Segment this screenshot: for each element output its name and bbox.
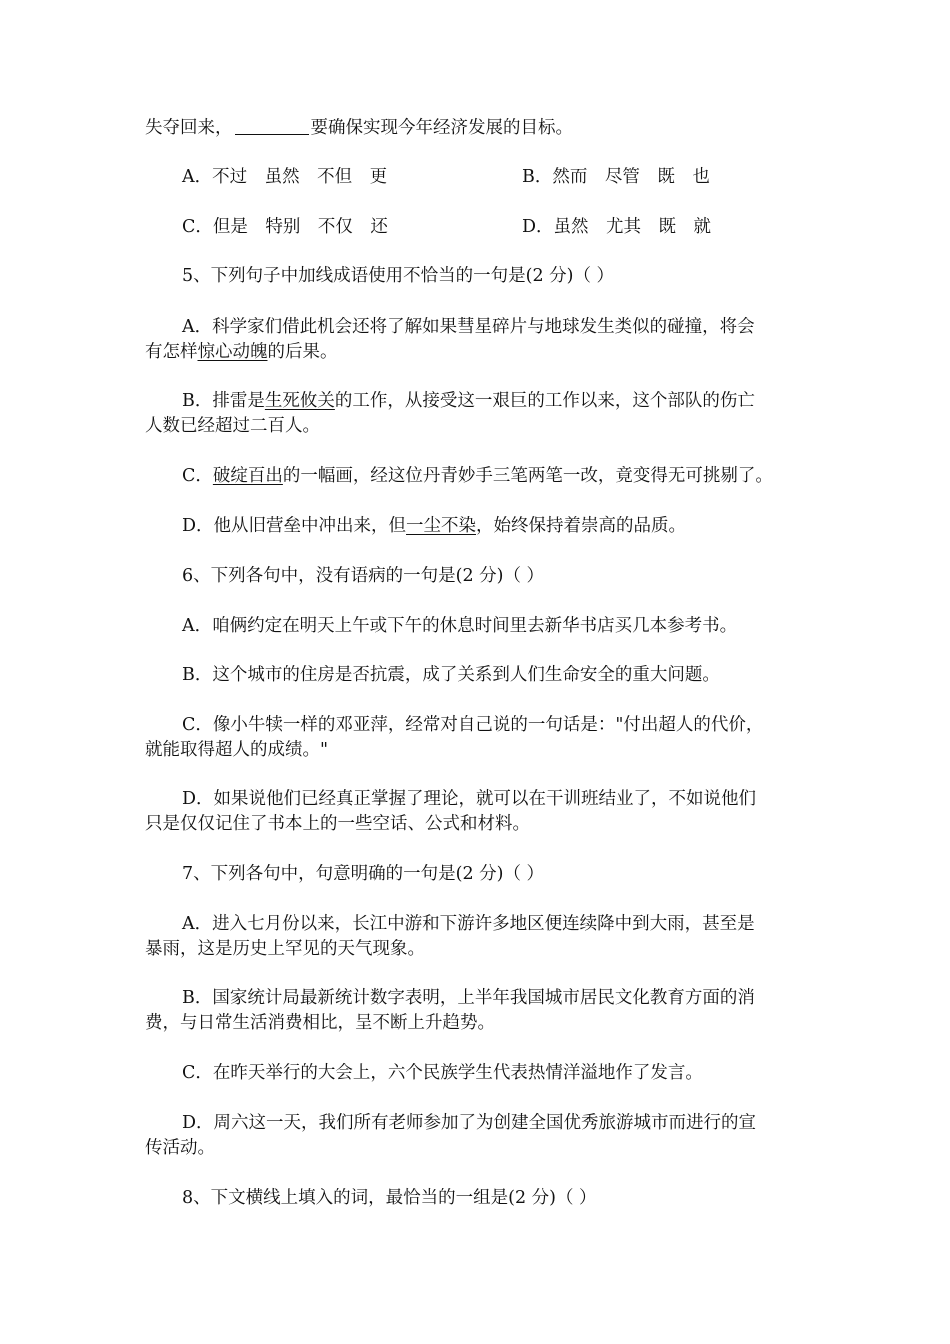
q6-option-d-line1: D．如果说他们已经真正掌握了理论，就可以在干训班结业了，不如说他们 [182, 789, 757, 809]
q4-text-after: 要确保实现今年经济发展的目标。 [310, 118, 573, 138]
q5-option-d: D．他从旧营垒中冲出来，但一尘不染，始终保持着崇高的品质。 [182, 516, 687, 536]
q4-stem-tail [145, 116, 573, 140]
q7-option-b-line2: 费，与日常生活消费相比，呈不断上升趋势。 [145, 1013, 495, 1033]
q5-option-a-line1: A．科学家们借此机会还将了解如果彗星碎片与地球发生类似的碰撞，将会 [182, 317, 755, 337]
q6-option-b: B．这个城市的住房是否抗震，成了关系到人们生命安全的重大问题。 [182, 665, 720, 685]
fill-blank [235, 116, 309, 135]
q8-stem: 8、下文横线上填入的词，最恰当的一组是(2 分)（ ） [182, 1188, 597, 1208]
q5-option-c: C．破绽百出的一幅画，经这位丹青妙手三笔两笔一改，竟变得无可挑剔了。 [182, 466, 773, 486]
q7-option-c: C．在昨天举行的大会上，六个民族学生代表热情洋溢地作了发言。 [182, 1063, 703, 1083]
q7-option-d-line1: D．周六这一天，我们所有老师参加了为创建全国优秀旅游城市而进行的宣 [182, 1113, 757, 1133]
underlined-idiom: 破绽百出 [212, 466, 283, 486]
q4-option-c: C．但是 特别 不仅 还 [182, 217, 388, 237]
q6-option-c-line1: C．像小牛犊一样的邓亚萍，经常对自己说的一句话是："付出超人的代价， [182, 715, 764, 735]
underlined-idiom: 惊心动魄 [197, 342, 268, 362]
q7-option-b-line1: B．国家统计局最新统计数字表明，上半年我国城市居民文化教育方面的消 [182, 988, 755, 1008]
q6-option-c-line2: 就能取得超人的成绩。" [145, 740, 329, 760]
q4-option-a: A．不过 虽然 不但 更 [182, 167, 388, 187]
q6-option-d-line2: 只是仅仅记住了书本上的一些空话、公式和材料。 [145, 814, 530, 834]
q6-option-a: A．咱俩约定在明天上午或下午的休息时间里去新华书店买几本参考书。 [182, 616, 738, 636]
q6-stem: 6、下列各句中，没有语病的一句是(2 分)（ ） [182, 566, 545, 586]
q7-option-a-line1: A．进入七月份以来，长江中游和下游许多地区便连续降中到大雨，甚至是 [182, 914, 755, 934]
q7-option-a-line2: 暴雨，这是历史上罕见的天气现象。 [145, 939, 425, 959]
q4-option-d: D．虽然 尤其 既 就 [522, 217, 712, 237]
q4-text-before: 失夺回来， [145, 118, 233, 138]
q7-option-d-line2: 传活动。 [145, 1138, 215, 1158]
q7-stem: 7、下列各句中，句意明确的一句是(2 分)（ ） [182, 864, 545, 884]
q5-option-b-line1: B．排雷是生死攸关的工作，从接受这一艰巨的工作以来，这个部队的伤亡 [182, 391, 755, 411]
q5-option-a-line2: 有怎样惊心动魄的后果。 [145, 342, 338, 362]
underlined-idiom: 生死攸关 [264, 391, 335, 411]
q5-option-b-line2: 人数已经超过二百人。 [145, 416, 320, 436]
q5-stem: 5、下列句子中加线成语使用不恰当的一句是(2 分)（ ） [182, 266, 615, 286]
q4-option-b: B．然而 尽管 既 也 [522, 167, 710, 187]
underlined-idiom: 一尘不染 [406, 516, 477, 536]
